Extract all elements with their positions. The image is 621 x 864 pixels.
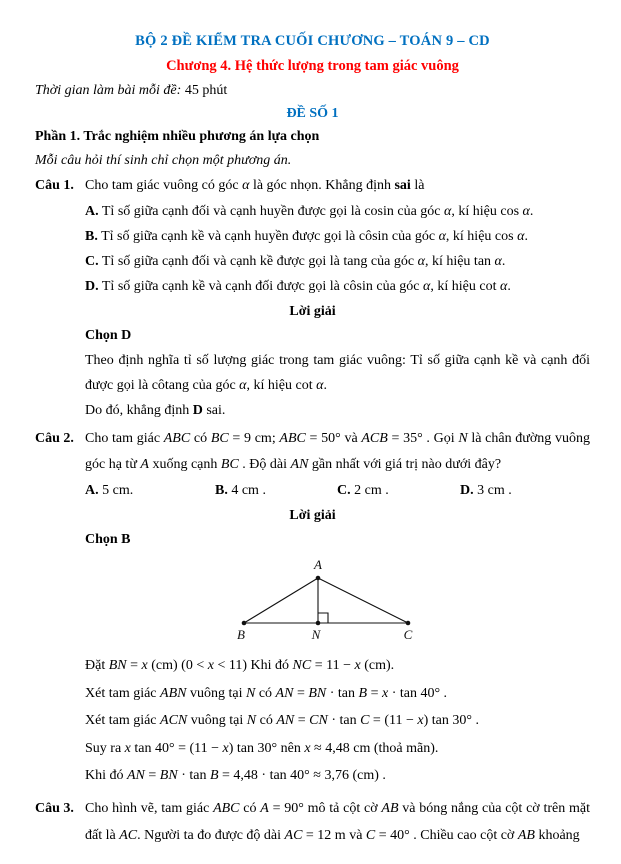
time-line: Thời gian làm bài mỗi đề: 45 phút xyxy=(35,83,228,98)
q2-options-row xyxy=(85,478,590,503)
part1-instruction: Mỗi câu hỏi thí sinh chỉ chọn một phương án. xyxy=(35,153,292,168)
q2-label: Câu 2. xyxy=(35,431,74,446)
vertex-dot-b xyxy=(241,621,246,626)
vertex-label-a: A xyxy=(313,557,322,572)
q2-step-4: Suy ra x tan 40° = (11 − x) tan 30° nên x ≈ 4,48 cm (thoả mãn). xyxy=(85,740,439,756)
vertex-label-c: C xyxy=(403,627,412,642)
vertex-dot-a xyxy=(315,576,320,581)
triangle-edge-ac xyxy=(318,578,408,623)
q2-solution-heading: Lời giải xyxy=(289,508,336,523)
q1-option-a: A. Tỉ số giữa cạnh đối và cạnh huyền được gọi là cosin của góc α, kí hiệu cos α. xyxy=(85,204,534,219)
q2-step-1: Đặt BN = x (cm) (0 < x < 11) Khi đó NC = 11 − x (cm). xyxy=(85,658,395,673)
q1-row xyxy=(35,173,590,199)
vertex-dot-n xyxy=(315,621,320,626)
q2-option-d: D. 3 cm . xyxy=(460,483,512,498)
q1-conclusion: Do đó, khẳng định D sai. xyxy=(85,403,226,418)
q1-explanation: Theo định nghĩa tỉ số lượng giác trong tam giác vuông: Tỉ số giữa cạnh kề và cạnh đối được gọi là côtang của góc α, kí hiệu cot α. xyxy=(85,353,590,393)
vertex-label-n: N xyxy=(311,627,320,642)
q3-stem: Cho hình vẽ, tam giác ABC có A = 90° mô tả cột cờ AB và bóng nắng của cột cờ trên mặt đất là AC. Người ta đo được độ dài AC = 12 m và C = 40° . Chiều cao cột cờ AB khoảng xyxy=(85,800,590,843)
q2-step-2: Xét tam giác ABN vuông tại N có AN = BN · tan B = x · tan 40° . xyxy=(85,685,448,701)
q2-option-a: A. 5 cm. xyxy=(85,483,134,498)
q2-choice: Chọn B xyxy=(85,532,131,547)
q1-option-c: C. Tỉ số giữa cạnh đối và cạnh kề được gọi là tang của góc α, kí hiệu tan α. xyxy=(85,254,506,269)
q1-stem: Cho tam giác vuông có góc α là góc nhọn. Khẳng định sai là xyxy=(85,178,425,193)
vertex-label-b: B xyxy=(236,627,245,642)
q2-option-b: B. 4 cm . xyxy=(215,483,266,498)
vertex-dot-c xyxy=(405,621,410,626)
q1-option-b: B. Tỉ số giữa cạnh kề và cạnh huyền được gọi là côsin của góc α, kí hiệu cos α. xyxy=(85,229,528,244)
exam-number: ĐỀ SỐ 1 xyxy=(286,106,339,121)
chapter-subtitle: Chương 4. Hệ thức lượng trong tam giác vuông xyxy=(166,58,459,74)
triangle-figure xyxy=(227,556,427,648)
q1-option-d: D. Tỉ số giữa cạnh kề và cạnh đối được gọi là côsin của góc α, kí hiệu cot α. xyxy=(85,279,511,294)
triangle-edge-ab xyxy=(244,578,318,623)
q2-step-5: Khi đó AN = BN · tan B = 4,48 · tan 40° ≈ 3,76 (cm) . xyxy=(85,768,386,783)
q2-step-3: Xét tam giác ACN vuông tại N có AN = CN · tan C = (11 − x) tan 30° . xyxy=(85,713,479,728)
part1-heading: Phần 1. Trắc nghiệm nhiều phương án lựa chọn xyxy=(35,129,320,144)
q2-option-c: C. 2 cm . xyxy=(337,483,389,498)
q2-figure-container xyxy=(63,552,590,652)
q3-row xyxy=(35,795,590,849)
q2-stem: Cho tam giác ABC có BC = 9 cm; ABC = 50° và ACB = 35° . Gọi N là chân đường vuông góc hạ từ A xuống cạnh BC . Độ dài AN gần nhất với giá trị nào dưới đây? xyxy=(85,431,590,472)
q1-label: Câu 1. xyxy=(35,178,74,193)
q1-solution-heading: Lời giải xyxy=(289,304,336,319)
doc-title: BỘ 2 ĐỀ KIỂM TRA CUỐI CHƯƠNG – TOÁN 9 – CD xyxy=(135,33,490,49)
q1-choice: Chọn D xyxy=(85,328,132,343)
q2-row xyxy=(35,426,590,478)
q3-label: Câu 3. xyxy=(35,800,74,816)
